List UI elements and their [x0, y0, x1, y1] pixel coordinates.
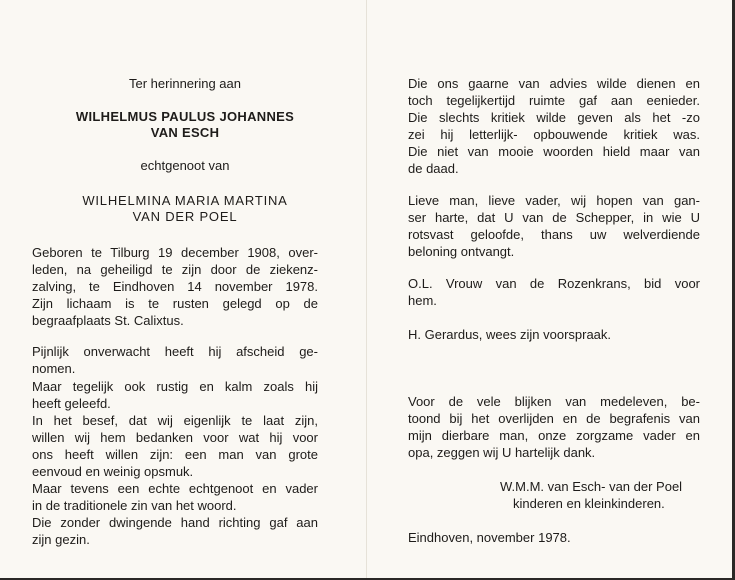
spouse-intro: echtgenoot van	[140, 158, 230, 173]
body-line: ons heeft willen zijn: een man van grote	[32, 447, 318, 462]
deceased-name-line2: VAN ESCH	[150, 125, 220, 140]
intro-text: Ter herinnering aan	[128, 76, 242, 91]
body-line: Voor de vele blijken van medeleven, be-	[408, 394, 700, 409]
closing-place-date: Eindhoven, november 1978.	[408, 530, 571, 545]
card-fold	[366, 0, 367, 580]
body-line: zijn gezin.	[32, 532, 90, 547]
body-line: mijn dierbare man, onze zorgzame vader en	[408, 428, 700, 443]
body-line: Die zonder dwingende hand richting gaf aan	[32, 515, 318, 530]
body-line: beloning ontvangt.	[408, 244, 515, 259]
body-line: de daad.	[408, 161, 459, 176]
body-line: H. Gerardus, wees zijn voorspraak.	[408, 327, 612, 342]
signature-line1: W.M.M. van Esch- van der Poel	[500, 479, 683, 494]
body-line: opa, zeggen wij U hartelijk dank.	[408, 445, 596, 460]
body-line: Pijnlijk onverwacht heeft hij afscheid ge-	[32, 344, 318, 359]
body-line: toond bij het overlijden en de begrafenis van	[408, 411, 700, 426]
body-line: zei hij letterlijk- opbouwende kritiek was.	[408, 127, 700, 142]
body-line: leden, na geheiligd te zijn door de ziekenz-	[32, 262, 318, 277]
signature-line2: kinderen en kleinkinderen.	[513, 496, 665, 511]
spouse-name-line2: VAN DER POEL	[132, 209, 238, 224]
body-line: Zijn lichaam is te rusten gelegd op de	[32, 296, 318, 311]
body-line: Geboren te Tilburg 19 december 1908, over-	[32, 245, 318, 260]
body-line: O.L. Vrouw van de Rozenkrans, bid voor	[408, 276, 700, 291]
body-line: eenvoud en weinig opsmuk.	[32, 464, 194, 479]
body-line: in de traditionele zin van het woord.	[32, 498, 237, 513]
body-line: ser harte, dat U van de Schepper, in wie U	[408, 210, 700, 225]
body-line: nomen.	[32, 361, 76, 376]
body-line: Lieve man, lieve vader, wij hopen van gan-	[408, 193, 700, 208]
body-line: toch tegelijkertijd ruimte gaf aan eenieder.	[408, 93, 700, 108]
body-line: Die niet van mooie woorden hield maar van	[408, 144, 700, 159]
body-line: zalving, te Eindhoven 14 november 1978.	[32, 279, 318, 294]
deceased-name-line1: WILHELMUS PAULUS JOHANNES	[75, 109, 295, 124]
body-line: heeft geleefd.	[32, 396, 111, 411]
body-line: Die slechts kritiek wilde geven als het -zo	[408, 110, 700, 125]
body-line: Maar tegelijk ook rustig en kalm zoals hij	[32, 379, 318, 394]
body-line: Maar tevens een echte echtgenoot en vader	[32, 481, 318, 496]
spouse-name-line1: WILHELMINA MARIA MARTINA	[82, 193, 288, 208]
body-line: willen wij hem bedanken voor wat hij voor	[32, 430, 318, 445]
body-line: rotsvast geloofde, thans uw welverdiende	[408, 227, 700, 242]
body-line: Die ons gaarne van advies wilde dienen en	[408, 76, 700, 91]
body-line: hem.	[408, 293, 437, 308]
body-line: begraafplaats St. Calixtus.	[32, 313, 184, 328]
body-line: In het besef, dat wij eigenlijk te laat zijn,	[32, 413, 318, 428]
